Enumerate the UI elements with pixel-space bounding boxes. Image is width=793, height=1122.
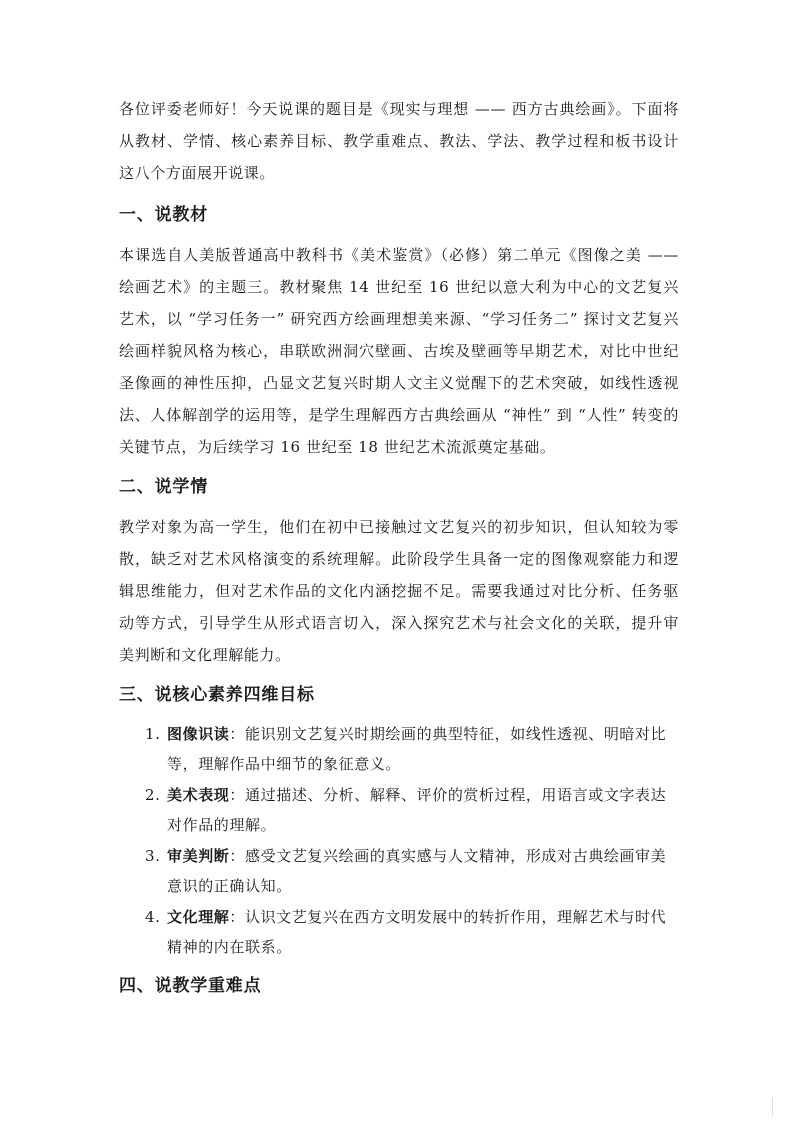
- objectives-list: [119, 719, 679, 962]
- section-heading-objectives: 三、说核心素养四维目标: [119, 685, 315, 705]
- document-body: [119, 93, 679, 1010]
- section-heading-key-points: 四、说教学重难点: [119, 976, 262, 996]
- list-item-number: 2.: [145, 786, 161, 804]
- list-item-separator: ：: [229, 847, 246, 865]
- list-item-text: 通过描述、分析、解释、评价的赏析过程，用语言或文字表达对作品的理解。: [167, 786, 667, 834]
- section-body-textbook: 本课选自人美版普通高中教科书《美术鉴赏》（必修）第二单元《图像之美 —— 绘画艺术》的主题三。教材聚焦 14 世纪至 16 世纪以意大利为中心的文艺复兴艺术，以 “学习任务一” 研究西方绘画理想美来源、“学习任务二” 探讨文艺复兴绘画样貌风格为核心，串联欧洲洞穴壁画、古埃及壁画等早期艺术，对比中世纪圣像画的神性压抑，凸显文艺复兴时期人文主义觉醒下的艺术突破，如线性透视法、人体解剖学的运用等，是学生理解西方古典绘画从 “神性” 到 “人性” 转变的关键节点，为后续学习 16 世纪至 18 世纪艺术流派奠定基础。: [119, 246, 679, 456]
- list-item-text: 感受文艺复兴绘画的真实感与人文精神，形成对古典绘画审美意识的正确认知。: [167, 847, 667, 895]
- list-item-text: 能识别文艺复兴时期绘画的典型特征，如线性透视、明暗对比等，理解作品中细节的象征意义。: [167, 725, 667, 773]
- list-item: [119, 719, 679, 779]
- section-heading-students: 二、说学情: [119, 477, 208, 497]
- page-corner-mark: [772, 1098, 773, 1116]
- section-body-students: 教学对象为高一学生，他们在初中已接触过文艺复兴的初步知识，但认知较为零散，缺乏对艺术风格演变的系统理解。此阶段学生具备一定的图像观察能力和逻辑思维能力，但对艺术作品的文化内涵挖掘不足。需要我通过对比分析、任务驱动等方式，引导学生从形式语言切入，深入探究艺术与社会文化的关联，提升审美判断和文化理解能力。: [119, 518, 679, 664]
- list-item-separator: ：: [229, 725, 246, 743]
- list-item-separator: ：: [229, 786, 246, 804]
- list-item-term: 文化理解: [167, 908, 230, 926]
- list-item: [119, 780, 679, 840]
- list-item-term: 美术表现: [167, 786, 230, 804]
- list-item-number: 1.: [145, 725, 161, 743]
- list-item-term: 图像识读: [167, 725, 230, 743]
- intro-paragraph: 各位评委老师好！今天说课的题目是《现实与理想 —— 西方古典绘画》。下面将从教材、学情、核心素养目标、教学重难点、教法、学法、教学过程和板书设计这八个方面展开说课。: [119, 100, 679, 182]
- list-item: [119, 841, 679, 901]
- list-item: [119, 902, 679, 962]
- list-item-separator: ：: [229, 908, 246, 926]
- list-item-text: 认识文艺复兴在西方文明发展中的转折作用，理解艺术与时代精神的内在联系。: [167, 908, 667, 956]
- list-item-number: 4.: [145, 908, 161, 926]
- list-item-number: 3.: [145, 847, 161, 865]
- list-item-term: 审美判断: [167, 847, 230, 865]
- section-heading-textbook: 一、说教材: [119, 205, 208, 225]
